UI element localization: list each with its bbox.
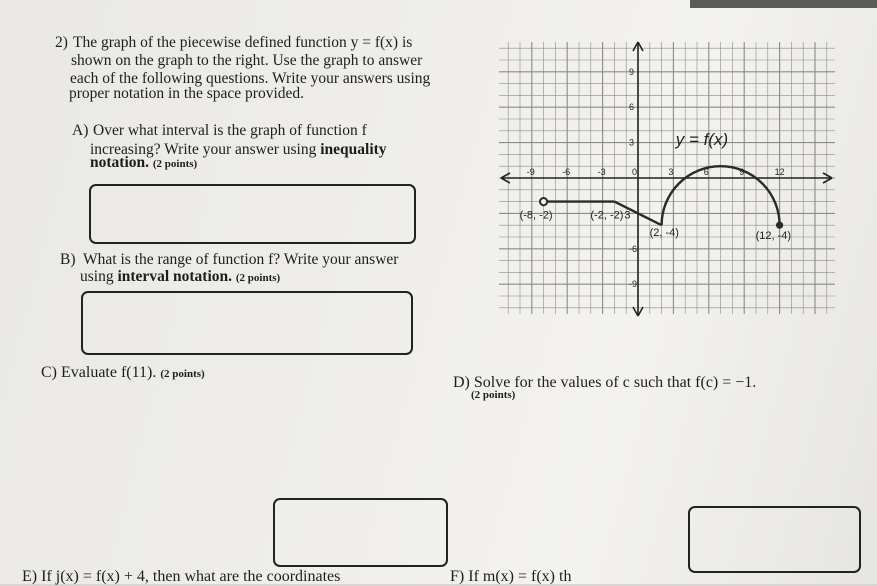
point-label-vertex: (2, -4) <box>649 227 679 240</box>
part-d-points: (2 points) <box>471 389 516 401</box>
x-tick-label: -3 <box>597 167 606 177</box>
x-tick-label: 6 <box>703 167 709 177</box>
graph-axes <box>501 42 832 316</box>
y-tick-label: 6 <box>629 102 635 113</box>
x-tick-label: 12 <box>774 167 785 177</box>
part-b-line-2: using interval notation. (2 points) <box>80 268 281 285</box>
x-tick-label: 0 <box>632 167 638 177</box>
part-d-text: D) Solve for the values of c such that f(c) = −1. <box>453 374 757 391</box>
x-tick-label: -6 <box>562 167 571 177</box>
part-a-answer-box[interactable] <box>89 184 416 244</box>
part-b-answer-box[interactable] <box>81 291 413 355</box>
question-line-3: each of the following questions. Write your answers using <box>70 70 431 87</box>
part-a-line-2: increasing? Write your answer using inequality <box>90 141 387 158</box>
y-tick-label: 9 <box>629 66 635 77</box>
piecewise-graph <box>495 38 840 320</box>
question-number: 2) <box>55 34 68 51</box>
y-tick-label: -9 <box>629 279 638 290</box>
x-tick-label: 9 <box>739 167 745 177</box>
part-c-text: C) Evaluate f(11). (2 points) <box>41 364 205 381</box>
point-label-right: (12, -4) <box>755 230 792 243</box>
function-label: y = f(x) <box>675 129 729 149</box>
part-a-line-3: notation. (2 points) <box>90 154 198 171</box>
y-tick-label: 3 <box>629 137 635 148</box>
part-e-text: E) If j(x) = f(x) + 4, then what are the coordinates <box>22 568 341 585</box>
question-line-2: shown on the graph to the right. Use the graph to answer <box>71 52 423 69</box>
part-a-line-1: Over what interval is the graph of function f <box>93 122 367 139</box>
part-b-line-1: What is the range of function f? Write your answer <box>83 251 399 268</box>
question-line-1: The graph of the piecewise defined function y = f(x) is <box>73 34 413 51</box>
part-d-answer-box[interactable] <box>688 506 861 573</box>
x-tick-label: 3 <box>668 167 674 177</box>
question-line-4: proper notation in the space provided. <box>69 85 305 102</box>
background-edge <box>690 0 877 8</box>
point-label-left: (-8, -2) <box>519 209 553 222</box>
point-label-middle: (-2, -2) <box>590 209 624 222</box>
closed-endpoint <box>776 222 783 229</box>
open-endpoint <box>540 198 547 205</box>
part-f-text: F) If m(x) = f(x) th <box>450 568 572 585</box>
part-c-answer-box[interactable] <box>273 498 448 567</box>
point-label-three: 3 <box>624 209 631 222</box>
part-b-label: B) <box>60 251 76 268</box>
y-tick-label: -6 <box>629 243 638 254</box>
x-tick-label: -9 <box>526 167 535 177</box>
part-a-label: A) <box>72 122 89 139</box>
